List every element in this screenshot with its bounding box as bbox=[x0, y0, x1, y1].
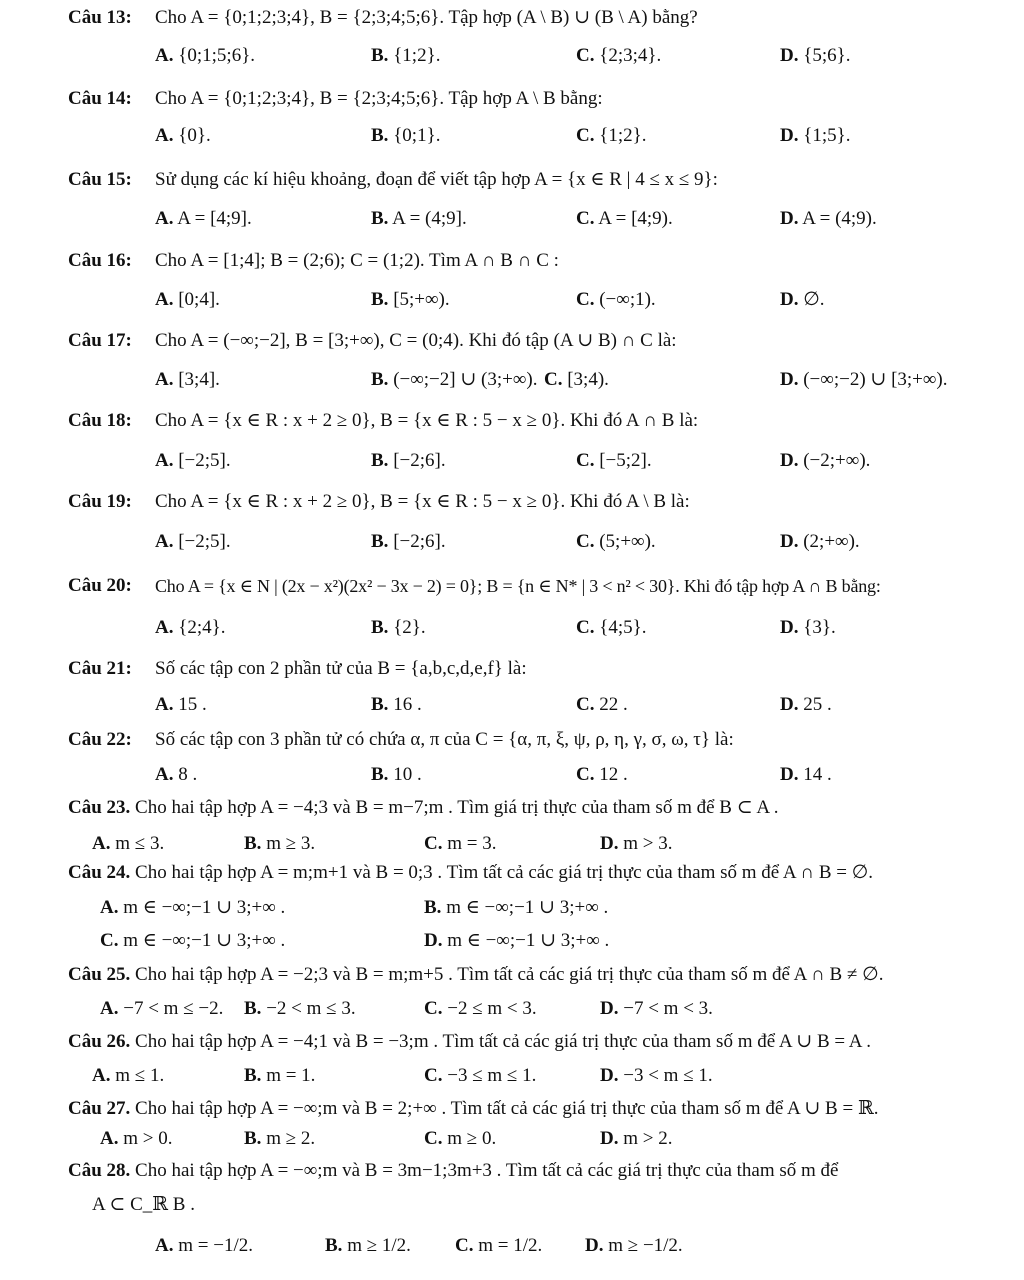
question-17-text: Cho A = (−∞;−2], B = [3;+∞), C = (0;4). Khi đó tập (A ∪ B) ∩ C là: bbox=[155, 330, 677, 351]
question-label: Câu 27. bbox=[68, 1098, 131, 1119]
question-20 bbox=[68, 574, 132, 598]
question-21 bbox=[68, 657, 132, 681]
question-26-text: Cho hai tập hợp A = −4;1 và B = −3;m . Tìm tất cả các giá trị thực của tham số m để A ∪ B = A . bbox=[135, 1031, 871, 1052]
option-d: D. ∅. bbox=[780, 289, 825, 310]
option-d: D. −3 < m ≤ 1. bbox=[600, 1065, 713, 1086]
option-b: B. (−∞;−2] ∪ (3;+∞). bbox=[371, 369, 538, 390]
option-b: B. m ≥ 3. bbox=[244, 833, 316, 854]
option-b: B. 10 . bbox=[371, 764, 422, 785]
option-a: A. m ∈ −∞;−1 ∪ 3;+∞ . bbox=[100, 897, 286, 918]
question-27-text: Cho hai tập hợp A = −∞;m và B = 2;+∞ . Tìm tất cả các giá trị thực của tham số m để A ∪ B = ℝ. bbox=[135, 1098, 879, 1119]
option-a: A. [−2;5]. bbox=[155, 450, 231, 471]
option-b: B. m ∈ −∞;−1 ∪ 3;+∞ . bbox=[424, 897, 609, 918]
question-19 bbox=[68, 490, 132, 514]
question-18-text: Cho A = {x ∈ R : x + 2 ≥ 0}, B = {x ∈ R : 5 − x ≥ 0}. Khi đó A ∩ B là: bbox=[155, 410, 699, 431]
question-28 bbox=[68, 1159, 838, 1183]
option-b: B. 16 . bbox=[371, 694, 422, 715]
option-d: D. m > 3. bbox=[600, 833, 673, 854]
question-15-text: Sử dụng các kí hiệu khoảng, đoạn để viết tập hợp A = {x ∈ R | 4 ≤ x ≤ 9}: bbox=[155, 169, 718, 190]
option-d: D. m ∈ −∞;−1 ∪ 3;+∞ . bbox=[424, 930, 610, 951]
question-label: Câu 21: bbox=[68, 658, 132, 679]
question-label: Câu 28. bbox=[68, 1160, 131, 1181]
option-d: D. {3}. bbox=[780, 617, 836, 638]
option-c: C. (−∞;1). bbox=[576, 289, 656, 310]
question-22-text: Số các tập con 3 phần tử có chứa α, π của C = {α, π, ξ, ψ, ρ, η, γ, σ, ω, τ} là: bbox=[155, 729, 734, 750]
option-d: D. {1;5}. bbox=[780, 125, 851, 146]
option-b: B. −2 < m ≤ 3. bbox=[244, 998, 356, 1019]
question-25 bbox=[68, 963, 883, 987]
option-c: C. 22 . bbox=[576, 694, 628, 715]
option-c: C. m = 3. bbox=[424, 833, 497, 854]
question-20-text: Cho A = {x ∈ N | (2x − x²)(2x² − 3x − 2) = 0}; B = {n ∈ N* | 3 < n² < 30}. Khi đó tập hợp A ∩ B bằng: bbox=[155, 576, 881, 596]
option-a: A. 15 . bbox=[155, 694, 207, 715]
option-d: D. m > 2. bbox=[600, 1128, 673, 1149]
option-c: C. [−5;2]. bbox=[576, 450, 652, 471]
option-c: C. {4;5}. bbox=[576, 617, 647, 638]
question-24 bbox=[68, 861, 873, 885]
question-26 bbox=[68, 1030, 871, 1054]
question-label: Câu 19: bbox=[68, 491, 132, 512]
option-a: A. {2;4}. bbox=[155, 617, 226, 638]
option-c: C. m ≥ 0. bbox=[424, 1128, 497, 1149]
question-label: Câu 26. bbox=[68, 1031, 131, 1052]
option-b: B. [−2;6]. bbox=[371, 450, 446, 471]
option-d: D. (2;+∞). bbox=[780, 531, 860, 552]
option-c: C. m = 1/2. bbox=[455, 1235, 543, 1256]
question-label: Câu 17: bbox=[68, 330, 132, 351]
option-b: B. A = (4;9]. bbox=[371, 208, 467, 229]
question-label: Câu 16: bbox=[68, 250, 132, 271]
option-a: A. m = −1/2. bbox=[155, 1235, 253, 1256]
option-c: C. [3;4). bbox=[544, 369, 609, 390]
option-c: C. {1;2}. bbox=[576, 125, 647, 146]
question-label: Câu 14: bbox=[68, 88, 132, 109]
option-b: B. m = 1. bbox=[244, 1065, 316, 1086]
option-d: D. {5;6}. bbox=[780, 45, 851, 66]
option-d: D. −7 < m < 3. bbox=[600, 998, 713, 1019]
question-label: Câu 25. bbox=[68, 964, 131, 985]
option-a: A. {0;1;5;6}. bbox=[155, 45, 256, 66]
question-13 bbox=[68, 6, 132, 30]
question-label: Câu 15: bbox=[68, 169, 132, 190]
question-24-text: Cho hai tập hợp A = m;m+1 và B = 0;3 . Tìm tất cả các giá trị thực của tham số m để A ∩ B = ∅. bbox=[135, 862, 874, 883]
question-16 bbox=[68, 249, 132, 273]
option-c: C. A = [4;9). bbox=[576, 208, 673, 229]
option-a: A. [3;4]. bbox=[155, 369, 220, 390]
option-c: C. {2;3;4}. bbox=[576, 45, 662, 66]
question-label: Câu 13: bbox=[68, 7, 132, 28]
option-a: A. A = [4;9]. bbox=[155, 208, 252, 229]
option-d: D. m ≥ −1/2. bbox=[585, 1235, 683, 1256]
option-a: A. {0}. bbox=[155, 125, 211, 146]
question-22 bbox=[68, 728, 132, 752]
question-label: Câu 23. bbox=[68, 797, 131, 818]
option-a: A. m > 0. bbox=[100, 1128, 173, 1149]
option-d: D. (−∞;−2) ∪ [3;+∞). bbox=[780, 369, 948, 390]
question-label: Câu 18: bbox=[68, 410, 132, 431]
option-a: A. 8 . bbox=[155, 764, 198, 785]
option-d: D. A = (4;9). bbox=[780, 208, 877, 229]
question-19-text: Cho A = {x ∈ R : x + 2 ≥ 0}, B = {x ∈ R : 5 − x ≥ 0}. Khi đó A \ B là: bbox=[155, 491, 690, 512]
question-16-text: Cho A = [1;4]; B = (2;6); C = (1;2). Tìm A ∩ B ∩ C : bbox=[155, 250, 559, 271]
option-b: B. {0;1}. bbox=[371, 125, 441, 146]
question-14-text: Cho A = {0;1;2;3;4}, B = {2;3;4;5;6}. Tập hợp A \ B bằng: bbox=[155, 88, 603, 109]
option-d: D. (−2;+∞). bbox=[780, 450, 871, 471]
question-17 bbox=[68, 329, 132, 353]
question-label: Câu 22: bbox=[68, 729, 132, 750]
option-a: A. m ≤ 1. bbox=[92, 1065, 165, 1086]
option-b: B. [5;+∞). bbox=[371, 289, 450, 310]
question-label: Câu 24. bbox=[68, 862, 131, 883]
option-b: B. [−2;6]. bbox=[371, 531, 446, 552]
option-b: B. m ≥ 1/2. bbox=[325, 1235, 411, 1256]
question-13-text: Cho A = {0;1;2;3;4}, B = {2;3;4;5;6}. Tập hợp (A \ B) ∪ (B \ A) bằng? bbox=[155, 7, 698, 28]
option-c: C. m ∈ −∞;−1 ∪ 3;+∞ . bbox=[100, 930, 286, 951]
option-c: C. −2 ≤ m < 3. bbox=[424, 998, 537, 1019]
option-c: C. (5;+∞). bbox=[576, 531, 656, 552]
option-a: A. −7 < m ≤ −2. bbox=[100, 998, 224, 1019]
option-a: A. m ≤ 3. bbox=[92, 833, 165, 854]
option-a: A. [−2;5]. bbox=[155, 531, 231, 552]
question-15 bbox=[68, 168, 132, 192]
option-d: D. 14 . bbox=[780, 764, 832, 785]
question-28-text-cont: A ⊂ C_ℝ B . bbox=[92, 1194, 195, 1215]
option-c: C. −3 ≤ m ≤ 1. bbox=[424, 1065, 537, 1086]
option-a: A. [0;4]. bbox=[155, 289, 220, 310]
question-23 bbox=[68, 796, 779, 820]
question-18 bbox=[68, 409, 132, 433]
question-23-text: Cho hai tập hợp A = −4;3 và B = m−7;m . Tìm giá trị thực của tham số m để B ⊂ A . bbox=[135, 797, 779, 818]
option-b: B. m ≥ 2. bbox=[244, 1128, 316, 1149]
question-27 bbox=[68, 1097, 878, 1121]
option-b: B. {1;2}. bbox=[371, 45, 441, 66]
question-28-text: Cho hai tập hợp A = −∞;m và B = 3m−1;3m+3 . Tìm tất cả các giá trị thực của tham số m để bbox=[135, 1160, 839, 1181]
option-c: C. 12 . bbox=[576, 764, 628, 785]
question-25-text: Cho hai tập hợp A = −2;3 và B = m;m+5 . Tìm tất cả các giá trị thực của tham số m để A ∩ B ≠ ∅. bbox=[135, 964, 884, 985]
question-21-text: Số các tập con 2 phần tử của B = {a,b,c,d,e,f} là: bbox=[155, 658, 527, 679]
option-b: B. {2}. bbox=[371, 617, 426, 638]
option-d: D. 25 . bbox=[780, 694, 832, 715]
question-label: Câu 20: bbox=[68, 575, 132, 596]
question-14 bbox=[68, 87, 132, 111]
